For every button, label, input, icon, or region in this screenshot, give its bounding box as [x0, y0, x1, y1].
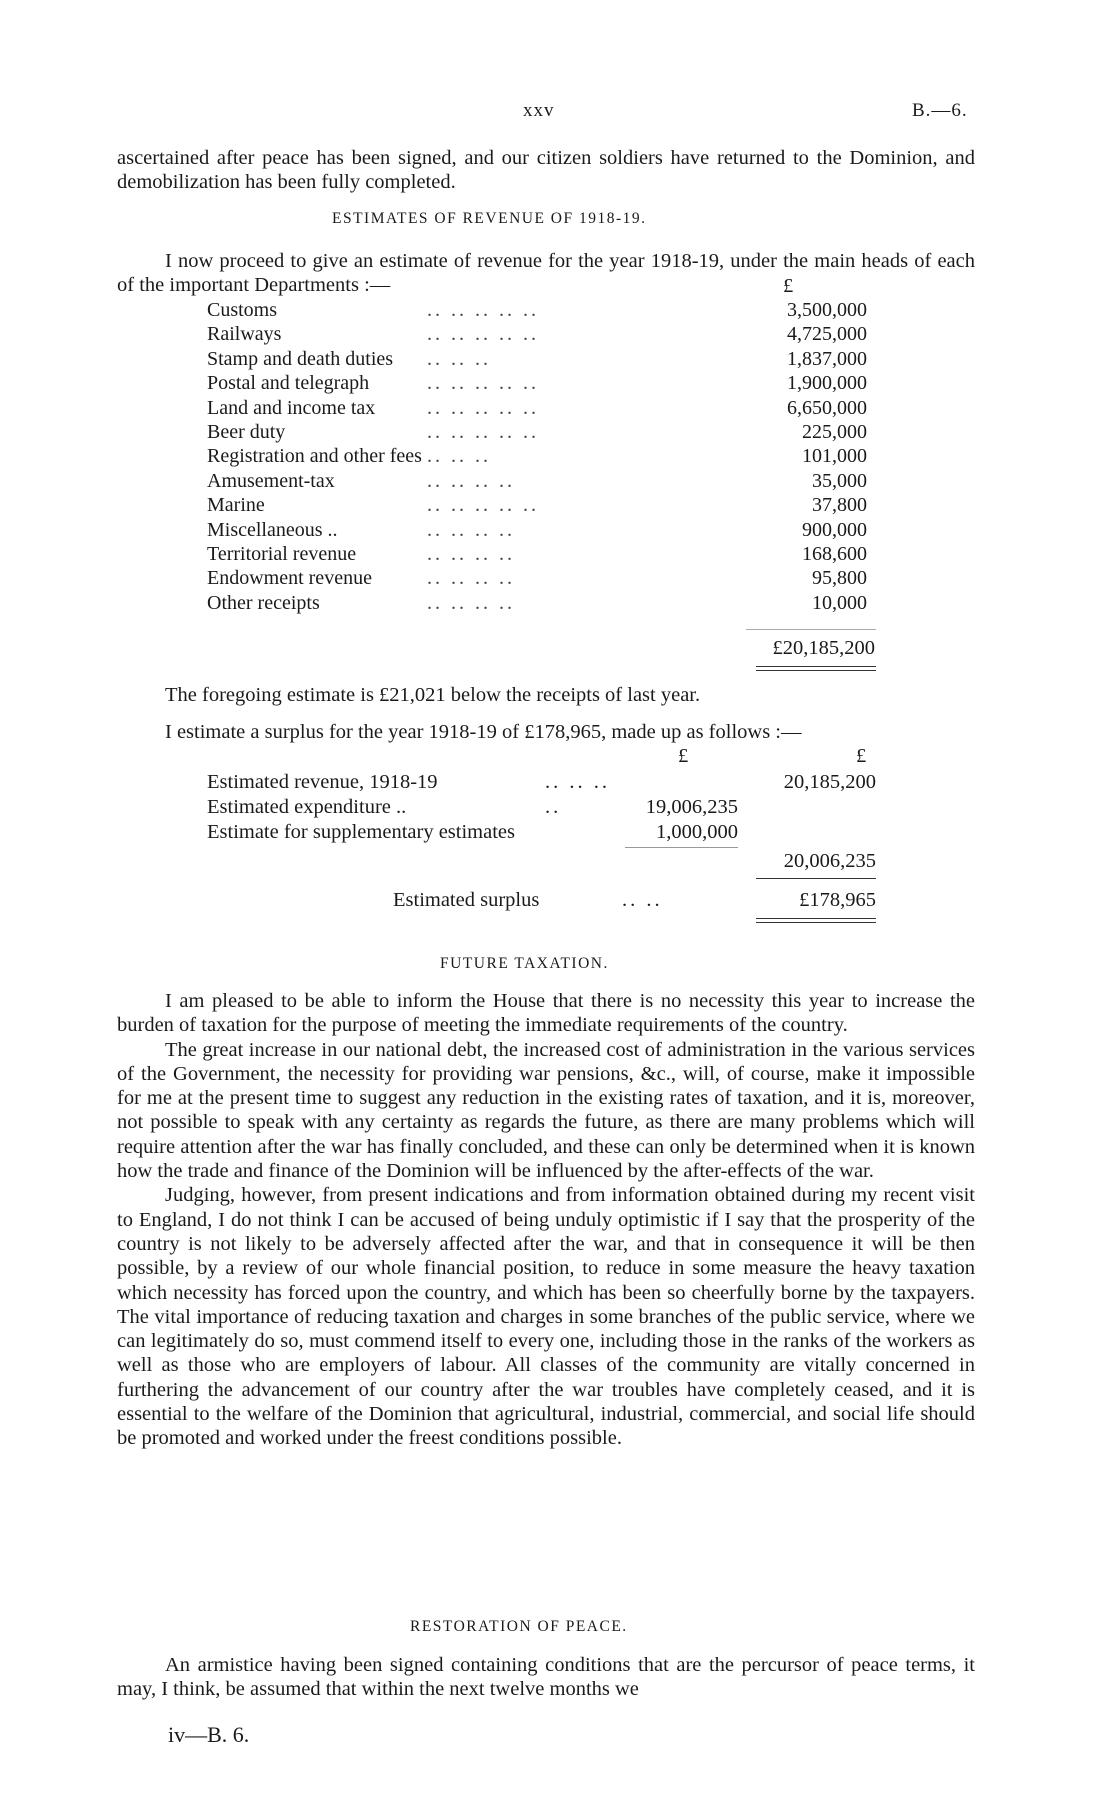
revenue-row: [207, 444, 867, 468]
revenue-label: Railways: [207, 323, 282, 346]
revenue-amount: 35,000: [812, 469, 867, 492]
revenue-amount: 3,500,000: [787, 299, 867, 321]
subtotal-rule: [625, 847, 738, 848]
revenue-label: Land and income tax: [207, 396, 376, 419]
surplus-row-label: Estimated revenue, 1918-19: [207, 771, 438, 793]
leader-dots: .. .. .. ..: [427, 591, 515, 614]
intro-text: ascertained after peace has been signed, and our citizen soldiers have returned to the Dominion, and demobilization has been fully completed.: [117, 147, 975, 194]
revenue-label: Miscellaneous ..: [207, 518, 338, 541]
leader-dots: .. .. .. ..: [427, 543, 515, 566]
revenue-label: Beer duty: [207, 421, 286, 444]
revenue-row: [207, 591, 867, 615]
revenue-amount: 168,600: [802, 543, 867, 566]
section-title-estimates: ESTIMATES OF REVENUE OF 1918-19.: [332, 210, 647, 227]
revenue-label: Endowment revenue: [207, 567, 372, 590]
revenue-amount: 1,900,000: [787, 372, 867, 395]
leader-dots: .. .. .. ..: [427, 469, 515, 492]
taxation-paragraph-2: The great increase in our national debt, the increased cost of administration in the various services of the Government, the necessity for providing war pensions, &c., will, of course, make it impossible for me at the present time to suggest any reduction in the existing rates of taxation, and it is, moreover, not possible to speak with any certainty as regards the future, as there are many problems which will require attention after the war has finally concluded, and these can only be determined when it is known how the trade and finance of the Dominion will be influenced by the after-effects of the war.: [117, 1038, 975, 1183]
revenue-label: Customs: [207, 299, 278, 321]
surplus-row-col2: 20,185,200: [783, 771, 876, 793]
leader-dots: .. .. .. .. ..: [427, 299, 539, 321]
leader-dots: .. .. .. ..: [427, 567, 515, 590]
revenue-row: [207, 298, 867, 322]
surplus-label: Estimated surplus: [393, 889, 540, 911]
revenue-label: Territorial revenue: [207, 543, 357, 566]
estimates-intro: [117, 249, 975, 298]
taxation-paragraph-3: Judging, however, from present indications and from information obtained during my recent visit to England, I do not think I can be accused of being unduly optimistic if I say that the prosperity of the country is not likely to be adversely affected after the war, and that in consequence it will be then possible, by a review of our whole financial position, to reduce in some measure the heavy taxation which necessity has forced upon the country, and which has been so cheerfully borne by the taxpayers. The vital importance of reducing taxation and charges in some branches of the public service, where we can legitimately do so, must commend itself to every one, including those in the ranks of the workers as well as those who are employers of labour. All classes of the community are vitally concerned in furthering the advancement of our country after the war troubles have completely ceased, and it is essential to the welfare of the Dominion that agricultural, industrial, commercial, and social life should be promoted and worked under the freest conditions possible.: [117, 1184, 975, 1450]
revenue-row: [207, 469, 867, 493]
expenditure-subtotal: 20,006,235: [783, 850, 876, 872]
estimates-intro-text: I now proceed to give an estimate of revenue for the year 1918-19, under the main heads of each of the important Departments :—: [117, 250, 975, 297]
surplus-value: £178,965: [799, 889, 876, 911]
revenue-label: Marine: [207, 494, 265, 517]
document-code: B.—6.: [912, 100, 968, 121]
revenue-row: [207, 518, 867, 542]
leader-dots: .. .. .. .. ..: [427, 323, 539, 346]
surplus-row-label: Estimate for supplementary estimates: [207, 821, 515, 843]
revenue-row: [207, 347, 867, 371]
revenue-amount: 900,000: [802, 518, 867, 541]
revenue-amount: 95,800: [812, 567, 867, 590]
column-currency-1: £: [678, 745, 689, 767]
currency-symbol: £: [783, 275, 794, 297]
revenue-amount: 225,000: [802, 421, 867, 444]
surplus-row-label: Estimated expenditure ..: [207, 796, 407, 818]
total-rule-bottom: [756, 666, 876, 671]
surplus-rule-bottom: [756, 918, 876, 923]
intro-paragraph: [117, 146, 975, 195]
surplus-rule-top: [756, 878, 876, 879]
section-title-future-taxation: FUTURE TAXATION.: [440, 955, 609, 972]
leader-dots: .. .. .. .. ..: [427, 396, 539, 419]
surplus-row-dots: ..: [545, 796, 562, 818]
revenue-row: [207, 371, 867, 395]
section-title-restoration: RESTORATION OF PEACE.: [410, 1618, 628, 1635]
revenue-row: [207, 396, 867, 420]
revenue-amount: 37,800: [812, 494, 867, 517]
revenue-row: [207, 420, 867, 444]
leader-dots: .. .. .. ..: [427, 518, 515, 541]
taxation-paragraph-1: I am pleased to be able to inform the House that there is no necessity this year to increase the burden of taxation for the purpose of meeting the immediate requirements of the country.: [117, 990, 975, 1037]
revenue-table: [207, 298, 867, 615]
revenue-row: [207, 542, 867, 566]
revenue-label: Amusement-tax: [207, 469, 335, 492]
revenue-amount: 10,000: [812, 591, 867, 614]
revenue-amount: 6,650,000: [787, 396, 867, 419]
revenue-label: Registration and other fees: [207, 445, 422, 468]
leader-dots: .. .. ..: [427, 445, 491, 468]
footer-signature: iv—B. 6.: [168, 1722, 250, 1747]
revenue-row: [207, 566, 867, 590]
restoration-paragraph: An armistice having been signed containing conditions that are the percursor of peace terms, it may, I think, be assumed that within the next twelve months we: [117, 1654, 975, 1701]
surplus-row-dots: .. .. ..: [545, 771, 610, 793]
revenue-label: Postal and telegraph: [207, 372, 370, 395]
revenue-amount: 4,725,000: [787, 323, 867, 346]
revenue-amount: 1,837,000: [787, 347, 867, 370]
surplus-row-col1: 19,006,235: [645, 796, 738, 818]
leader-dots: .. .. ..: [427, 347, 491, 370]
revenue-row: [207, 493, 867, 517]
revenue-label: Stamp and death duties: [207, 347, 394, 370]
leader-dots: .. .. .. .. ..: [427, 421, 539, 444]
future-taxation-body: [117, 989, 975, 1451]
surplus-row-col1: 1,000,000: [656, 821, 738, 843]
page-number: xxv: [523, 100, 555, 121]
column-currency-2: £: [856, 745, 867, 767]
leader-dots: .. .. .. .. ..: [427, 372, 539, 395]
total-rule-top: [746, 629, 876, 630]
leader-dots: .. .. .. .. ..: [427, 494, 539, 517]
restoration-body: [117, 1653, 975, 1702]
revenue-row: [207, 322, 867, 346]
comparison-text: The foregoing estimate is £21,021 below the receipts of last year.: [165, 684, 701, 706]
surplus-intro: I estimate a surplus for the year 1918-19 of £178,965, made up as follows :—: [165, 721, 802, 743]
revenue-label: Other receipts: [207, 591, 320, 614]
surplus-dots: .. ..: [622, 889, 663, 911]
revenue-total: £20,185,200: [772, 637, 875, 659]
revenue-amount: 101,000: [802, 445, 867, 468]
